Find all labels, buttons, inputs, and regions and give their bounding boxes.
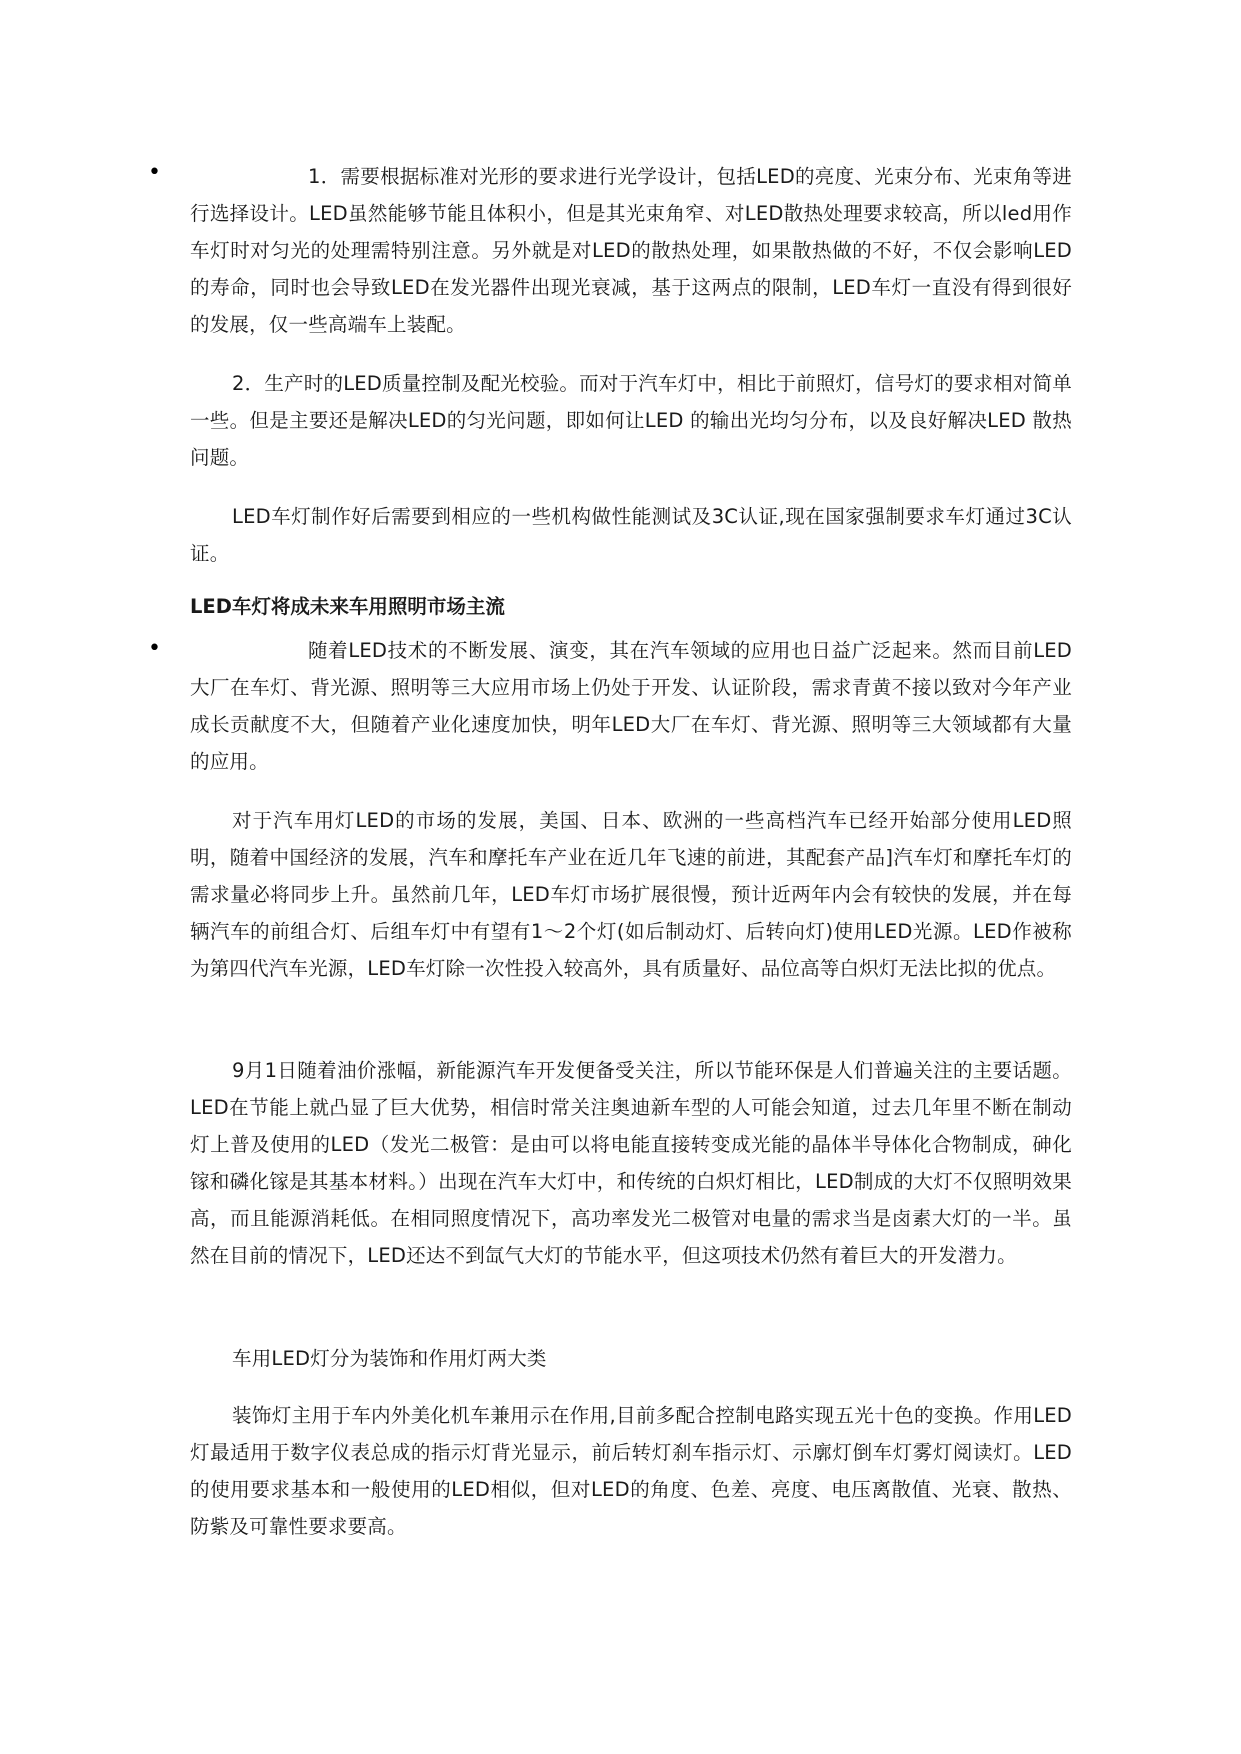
bullet-marker-1: • xyxy=(148,160,161,185)
paragraph-led-development: 随着LED技术的不断发展、演变，其在汽车领域的应用也日益广泛起来。然而目前LED大厂在车灯、背光源、照明等三大应用市场上仍处于开发、认证阶段，需求青黄不接以致对今年产业成长贡献度不大，但随着产业化速度加快，明年LED大厂在车灯、背光源、照明等三大领域都有大量的应用。 xyxy=(190,639,1072,773)
bullet-marker-2: • xyxy=(148,636,161,661)
paragraph-market-development: 对于汽车用灯LED的市场的发展，美国、日本、欧洲的一些高档汽车已经开始部分使用LED照明，随着中国经济的发展，汽车和摩托车产业在近几年飞速的前进，其配套产品]汽车灯和摩托车灯的需求量必将同步上升。虽然前几年，LED车灯市场扩展很慢，预计近两年内会有较快的发展，并在每辆汽车的前组合灯、后组车灯中有望有1～2个灯(如后制动灯、后转向灯)使用LED光源。LED作被称为第四代汽车光源，LED车灯除一次性投入较高外，具有质量好、品位高等白炽灯无法比拟的优点。 xyxy=(190,809,1072,980)
paragraph-led-categories: 车用LED灯分为装饰和作用灯两大类 xyxy=(232,1347,547,1370)
section-heading: LED车灯将成未来车用照明市场主流 xyxy=(190,595,505,618)
paragraph-energy-saving: 9月1日随着油价涨幅，新能源汽车开发便备受关注，所以节能环保是人们普遍关注的主要话题。LED在节能上就凸显了巨大优势，相信时常关注奥迪新车型的人可能会知道，过去几年里不断在制动灯上普及使用的LED（发光二极管：是由可以将电能直接转变成光能的晶体半导体化合物制成，砷化镓和磷化镓是其基本材料。）出现在汽车大灯中，和传统的白炽灯相比，LED制成的大灯不仅照明效果高，而且能源消耗低。在相同照度情况下，高功率发光二极管对电量的需求当是卤素大灯的一半。虽然在目前的情况下，LED还达不到氙气大灯的节能水平，但这项技术仍然有着巨大的开发潜力。 xyxy=(190,1059,1072,1267)
paragraph-quality-control: 2．生产时的LED质量控制及配光校验。而对于汽车灯中，相比于前照灯，信号灯的要求相对简单一些。但是主要还是解决LED的匀光问题，即如何让LED 的输出光均匀分布，以及良好解决LED 散热问题。 xyxy=(190,372,1072,469)
paragraph-optical-design: 1．需要根据标准对光形的要求进行光学设计，包括LED的亮度、光束分布、光束角等进行选择设计。LED虽然能够节能且体积小，但是其光束角窄、对LED散热处理要求较高，所以led用作车灯时对匀光的处理需特别注意。另外就是对LED的散热处理，如果散热做的不好，不仅会影响LED的寿命，同时也会导致LED在发光器件出现光衰减，基于这两点的限制，LED车灯一直没有得到很好的发展，仅一些高端车上装配。 xyxy=(190,165,1072,336)
paragraph-3c-certification: LED车灯制作好后需要到相应的一些机构做性能测试及3C认证,现在国家强制要求车灯通过3C认证。 xyxy=(190,505,1072,565)
paragraph-decorative-lamps: 装饰灯主用于车内外美化机车兼用示在作用,目前多配合控制电路实现五光十色的变换。作用LED灯最适用于数字仪表总成的指示灯背光显示，前后转灯刹车指示灯、示廓灯倒车灯雾灯阅读灯。LED的使用要求基本和一般使用的LED相似，但对LED的角度、色差、亮度、电压离散值、光衰、散热、防紫及可靠性要求要高。 xyxy=(190,1404,1072,1538)
